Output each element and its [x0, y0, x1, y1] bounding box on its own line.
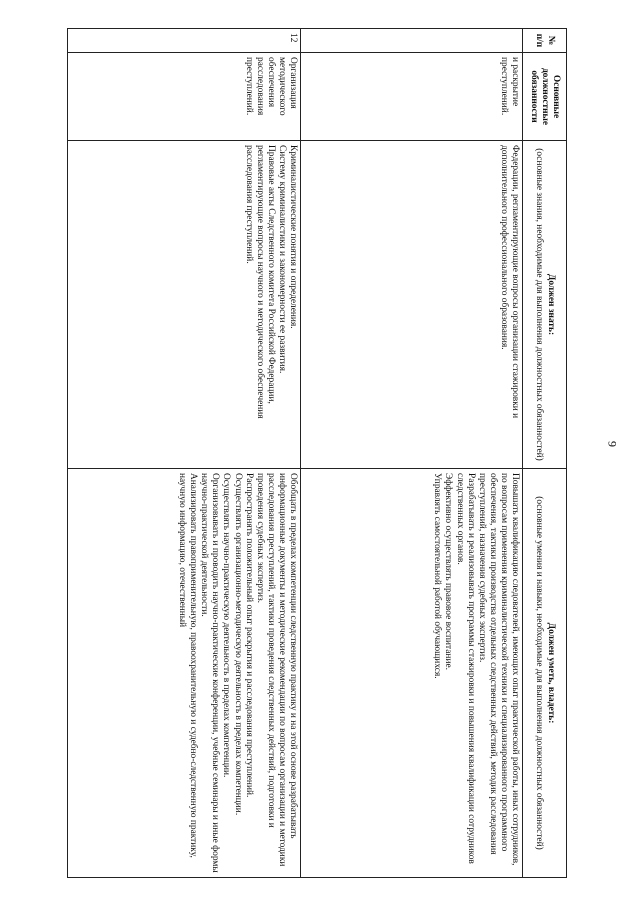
row-knowledge	[301, 141, 523, 469]
skill-line: Разрабатывать и реализовывать программы стажировки и повышения квалификации сотрудников следственных органов.	[454, 473, 476, 864]
row-duties: Организация методического обеспечения расследования преступлений.	[68, 53, 301, 141]
header-number: № п/п	[523, 29, 567, 53]
skill-line: Анализировать правоприменительную, правоохранительную и судебно-следственную практику, научную информацию, отечественный	[177, 473, 199, 858]
skill-line: Организовывать и проводить научно-практические конференции, учебные семинары и иные формы научно-практической деятельности.	[199, 473, 221, 873]
header-skills	[523, 469, 567, 878]
skill-line: Осуществлять организационно-методическую деятельность в пределах компетенции.	[232, 473, 243, 816]
knowledge-line: Федерации, регламентирующие вопросы организации стажировки и дополнительного профессионального образования.	[498, 145, 520, 419]
header-knowledge	[523, 141, 567, 469]
table-row	[301, 29, 523, 878]
header-knowledge-title: Должен знать:	[545, 273, 556, 336]
row-knowledge	[68, 141, 301, 469]
skill-line: Обобщать в пределах компетенции следственную практику и на этой основе разрабатывать информационные документы и методические рекомендации по вопросам организации и методики расследования преступлений, тактики проведения следственных действий, подготовки и проведения судебных экспертиз.	[254, 473, 298, 867]
page-number: 9	[605, 441, 620, 447]
skill-line: Осуществлять научно-практическую деятельность в пределах компетенции.	[221, 473, 232, 778]
table-row	[68, 29, 301, 878]
skill-line: Эффективно осуществлять правовое воспитание.	[443, 473, 454, 670]
table-header-row	[523, 29, 567, 878]
row-duties: и раскрытие преступлений.	[301, 53, 523, 141]
knowledge-line: Систему криминалистики и закономерности ее развития.	[276, 145, 287, 374]
header-duties: Основные должностные обязанности	[523, 53, 567, 141]
row-number: 12	[68, 29, 301, 53]
knowledge-line: Криминалистические понятия и определения.	[288, 145, 298, 329]
row-number	[301, 29, 523, 53]
header-skills-title: Должен уметь, владеть:	[545, 622, 556, 724]
row-skills	[68, 469, 301, 878]
header-knowledge-subtitle: (основные знания, необходимые для выполнения должностных обязанностей)	[534, 148, 545, 461]
header-skills-subtitle: (основные умения и навыки, необходимые для выполнения должностных обязанностей)	[534, 496, 545, 850]
skill-line: Управлять самостоятельной работой обучающихся.	[432, 473, 443, 679]
competency-table	[67, 28, 567, 878]
knowledge-line: Правовые акты Следственного комитета Российской Федерации, регламентирующие вопросы научного и методического обеспечения расследования преступлений.	[243, 145, 276, 419]
row-skills	[301, 469, 523, 878]
skill-line: Распространять положительный опыт раскрытия и расследования преступлений.	[243, 473, 254, 798]
competency-table-container	[67, 28, 567, 878]
skill-line: Повышать квалификацию следователей, имеющих опыт практической работы, иных сотрудников, по вопросам применения криминалистической техники и специализированного программного обеспечения, тактики производства отдельных следственных действий, методик расследования преступлений, назначения судебных экспертиз.	[476, 473, 520, 866]
